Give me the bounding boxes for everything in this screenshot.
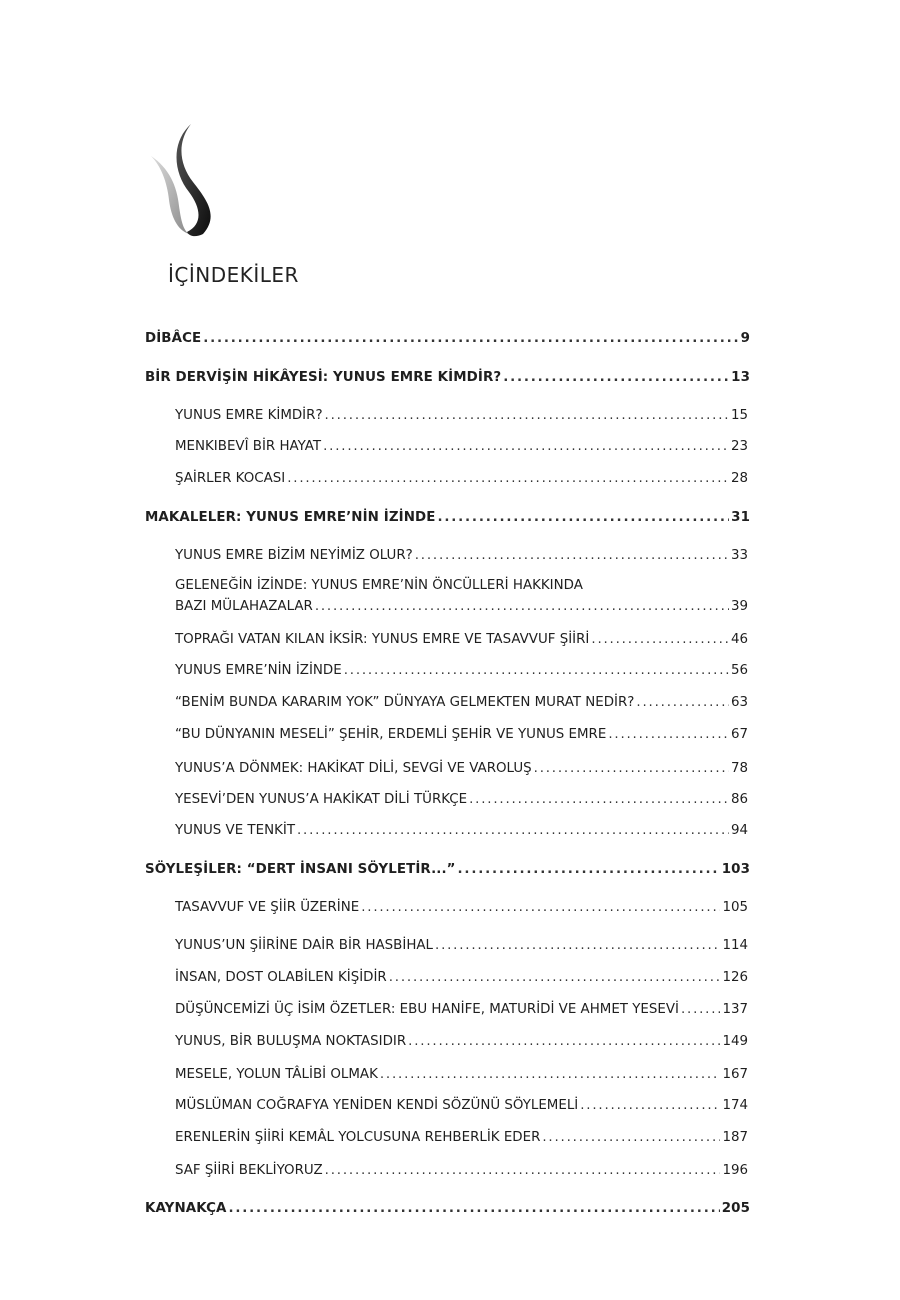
toc-entry bbox=[175, 1162, 748, 1179]
toc-page-number: 39 bbox=[730, 599, 748, 614]
toc-entry-title: MESELE, YOLUN TÂLİBİ OLMAK bbox=[175, 1067, 378, 1082]
toc-page-number: 46 bbox=[730, 632, 748, 647]
dot-leader bbox=[636, 694, 729, 711]
toc-entry-title: TASAVVUF VE ŞİİR ÜZERİNE bbox=[175, 900, 360, 915]
toc-entry bbox=[175, 791, 748, 808]
toc-page-number: 15 bbox=[730, 408, 748, 423]
dot-leader bbox=[681, 1001, 720, 1018]
toc-heading: İÇİNDEKİLER bbox=[168, 263, 299, 287]
dot-leader bbox=[542, 1129, 720, 1146]
toc-entry bbox=[175, 470, 748, 487]
toc-entry-title: İNSAN, DOST OLABİLEN KİŞİDİR bbox=[175, 970, 387, 985]
toc-entry-title: YUNUS VE TENKİT bbox=[175, 823, 295, 838]
toc-page-number: 33 bbox=[730, 548, 748, 563]
toc-entry-title: YUNUS EMRE’NİN İZİNDE bbox=[175, 663, 342, 678]
dot-leader bbox=[361, 899, 720, 916]
dot-leader bbox=[458, 861, 720, 878]
toc-page-number: 9 bbox=[740, 331, 750, 346]
toc-entry bbox=[175, 694, 748, 711]
toc-entry-title: DÜŞÜNCEMİZİ ÜÇ İSİM ÖZETLER: EBU HANİFE, MATURİDİ VE AHMET YESEVİ bbox=[175, 1002, 679, 1017]
toc-entry-title: YUNUS’UN ŞİİRİNE DAİR BİR HASBİHAL bbox=[175, 938, 434, 953]
dot-leader bbox=[469, 791, 729, 808]
toc-page-number: 187 bbox=[722, 1130, 748, 1145]
dot-leader bbox=[580, 1097, 720, 1114]
toc-entry-title: KAYNAKÇA bbox=[145, 1201, 227, 1216]
toc-section-entry bbox=[145, 369, 750, 386]
toc-section-entry bbox=[145, 1200, 750, 1217]
toc-entry bbox=[175, 578, 748, 615]
toc-entry-title: YESEVİ’DEN YUNUS’A HAKİKAT DİLİ TÜRKÇE bbox=[175, 792, 468, 807]
toc-entry bbox=[175, 937, 748, 954]
toc-page-number: 67 bbox=[730, 727, 748, 742]
toc-entry-title: SAF ŞİİRİ BEKLİYORUZ bbox=[175, 1163, 323, 1178]
dot-leader bbox=[408, 1033, 720, 1050]
dot-leader bbox=[415, 547, 729, 564]
toc-entry-title: BAZI MÜLAHAZALAR bbox=[175, 599, 313, 614]
toc-entry-title: YUNUS EMRE KİMDİR? bbox=[175, 408, 323, 423]
toc-section-entry bbox=[145, 861, 750, 878]
toc-page-number: 94 bbox=[730, 823, 748, 838]
dot-leader bbox=[534, 760, 729, 777]
toc-entry-title: “BENİM BUNDA KARARIM YOK” DÜNYAYA GELMEKTEN MURAT NEDİR? bbox=[175, 695, 635, 710]
toc-entry bbox=[175, 1001, 748, 1018]
toc-entry bbox=[175, 822, 748, 839]
dot-leader bbox=[325, 1162, 721, 1179]
toc-page-number: 28 bbox=[730, 471, 748, 486]
dot-leader bbox=[438, 509, 730, 526]
toc-entry bbox=[175, 547, 748, 564]
toc-section-entry bbox=[145, 330, 750, 347]
toc-entry-title: MAKALELER: YUNUS EMRE’NİN İZİNDE bbox=[145, 510, 436, 525]
calligraphic-ornament-icon bbox=[143, 120, 227, 238]
dot-leader bbox=[503, 369, 729, 386]
toc-entry bbox=[175, 760, 748, 777]
toc-entry bbox=[175, 899, 748, 916]
toc-entry-title: MÜSLÜMAN COĞRAFYA YENİDEN KENDİ SÖZÜNÜ SÖYLEMELİ bbox=[175, 1098, 579, 1113]
toc-entry-title: ŞAİRLER KOCASI bbox=[175, 471, 286, 486]
dot-leader bbox=[287, 470, 729, 487]
dot-leader bbox=[325, 407, 729, 424]
dot-leader bbox=[389, 969, 721, 986]
dot-leader bbox=[591, 631, 729, 648]
toc-page-number: 205 bbox=[721, 1201, 750, 1216]
toc-entry-title: TOPRAĞI VATAN KILAN İKSİR: YUNUS EMRE VE TASAVVUF ŞİİRİ bbox=[175, 632, 590, 647]
toc-page-number: 105 bbox=[722, 900, 748, 915]
dot-leader bbox=[315, 598, 729, 615]
dot-leader bbox=[323, 438, 729, 455]
toc-entry bbox=[175, 662, 748, 679]
toc-entry-title: DİBÂCE bbox=[145, 331, 202, 346]
toc-page-number: 13 bbox=[731, 370, 750, 385]
toc-entry-title: MENKIBEVÎ BİR HAYAT bbox=[175, 439, 322, 454]
toc-entry-title: BİR DERVİŞİN HİKÂYESİ: YUNUS EMRE KİMDİR? bbox=[145, 370, 502, 385]
toc-entry bbox=[175, 1033, 748, 1050]
toc-page-number: 86 bbox=[730, 792, 748, 807]
toc-page-number: 174 bbox=[722, 1098, 748, 1113]
toc-page-number: 137 bbox=[722, 1002, 748, 1017]
toc-entry-title: YUNUS, BİR BULUŞMA NOKTASIDIR bbox=[175, 1034, 407, 1049]
toc-entry-title: ERENLERİN ŞİİRİ KEMÂL YOLCUSUNA REHBERLİK EDER bbox=[175, 1130, 541, 1145]
toc-entry bbox=[175, 631, 748, 648]
toc-page-number: 196 bbox=[722, 1163, 748, 1178]
toc-entry bbox=[175, 407, 748, 424]
dot-leader bbox=[203, 330, 738, 347]
toc-entry-title-line1: GELENEĞİN İZİNDE: YUNUS EMRE’NİN ÖNCÜLLERİ HAKKINDA bbox=[175, 578, 583, 593]
toc-section-entry bbox=[145, 509, 750, 526]
dot-leader bbox=[229, 1200, 720, 1217]
toc-entry-title: “BU DÜNYANIN MESELİ” ŞEHİR, ERDEMLİ ŞEHİR VE YUNUS EMRE bbox=[175, 727, 607, 742]
toc-entry bbox=[175, 1066, 748, 1083]
toc-entry-title: SÖYLEŞİLER: “DERT İNSANI SÖYLETİR...” bbox=[145, 862, 456, 877]
dot-leader bbox=[435, 937, 720, 954]
dot-leader bbox=[344, 662, 729, 679]
toc-entry bbox=[175, 438, 748, 455]
toc-page-number: 78 bbox=[730, 761, 748, 776]
toc-page-number: 126 bbox=[722, 970, 748, 985]
toc-page-number: 23 bbox=[730, 439, 748, 454]
dot-leader bbox=[297, 822, 729, 839]
toc-page-number: 114 bbox=[722, 938, 748, 953]
toc-page-number: 167 bbox=[722, 1067, 748, 1082]
toc-entry-title: YUNUS’A DÖNMEK: HAKİKAT DİLİ, SEVGİ VE VAROLUŞ bbox=[175, 761, 532, 776]
toc-entry bbox=[175, 726, 748, 743]
dot-leader bbox=[380, 1066, 721, 1083]
toc-page-number: 31 bbox=[731, 510, 750, 525]
dot-leader bbox=[608, 726, 729, 743]
toc-page-number: 63 bbox=[730, 695, 748, 710]
toc-page-number: 56 bbox=[730, 663, 748, 678]
toc-entry bbox=[175, 1097, 748, 1114]
toc-entry-title: YUNUS EMRE BİZİM NEYİMİZ OLUR? bbox=[175, 548, 413, 563]
toc-page-number: 149 bbox=[722, 1034, 748, 1049]
toc-entry bbox=[175, 969, 748, 986]
toc-page-number: 103 bbox=[721, 862, 750, 877]
toc-entry bbox=[175, 1129, 748, 1146]
